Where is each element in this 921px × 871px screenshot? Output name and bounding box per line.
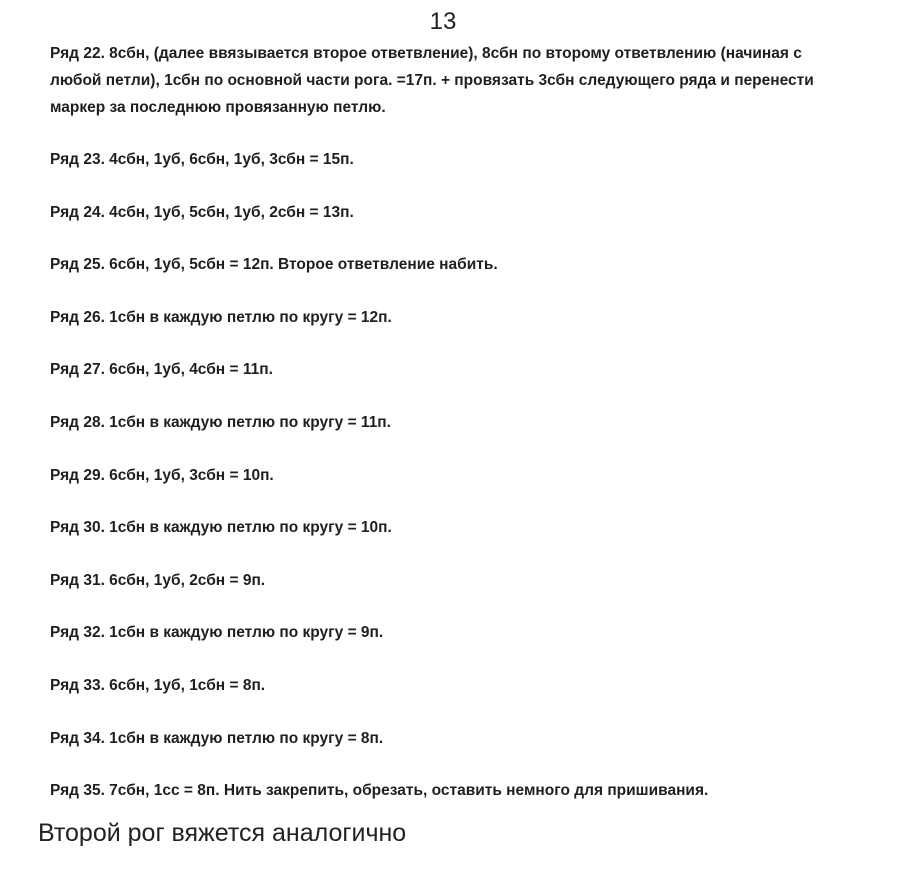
page-number: 13	[429, 8, 457, 35]
row-28: Ряд 28. 1сбн в каждую петлю по кругу = 11п.	[50, 413, 391, 431]
row-22-line-3: маркер за последнюю провязанную петлю.	[50, 99, 386, 116]
row-30: Ряд 30. 1сбн в каждую петлю по кругу = 10п.	[50, 519, 392, 537]
row-31: Ряд 31. 6сбн, 1уб, 2сбн = 9п.	[50, 571, 266, 589]
row-22-line-2: любой петли), 1сбн по основной части рога. =17п. + провязать 3сбн следующего ряда и перенести	[50, 72, 814, 89]
row-23: Ряд 23. 4сбн, 1уб, 6сбн, 1уб, 3сбн = 15п.	[50, 151, 354, 168]
row-33: Ряд 33. 6сбн, 1уб, 1сбн = 8п.	[50, 676, 266, 694]
footer-note: Второй рог вяжется аналогично	[38, 819, 407, 847]
row-32: Ряд 32. 1сбн в каждую петлю по кругу = 9п.	[50, 624, 384, 642]
pattern-rows-list	[50, 147, 892, 831]
row-27: Ряд 27. 6сбн, 1уб, 4сбн = 11п.	[50, 361, 273, 379]
row-22-line-1: Ряд 22. 8сбн, (далее ввязывается второе ответвление), 8сбн по второму ответвлению (начиная с	[50, 45, 802, 62]
row-34: Ряд 34. 1сбн в каждую петлю по кругу = 8п.	[50, 729, 384, 747]
row-25: Ряд 25. 6сбн, 1уб, 5сбн = 12п. Второе ответвление набить.	[50, 256, 498, 274]
row-29: Ряд 29. 6сбн, 1уб, 3сбн = 10п.	[50, 466, 274, 484]
row-26: Ряд 26. 1сбн в каждую петлю по кругу = 12п.	[50, 308, 392, 326]
row-35: Ряд 35. 7сбн, 1сс = 8п. Нить закрепить, обрезать, оставить немного для пришивания.	[50, 782, 709, 800]
row-24: Ряд 24. 4сбн, 1уб, 5сбн, 1уб, 2сбн = 13п.	[50, 203, 354, 221]
row-22-paragraph	[50, 40, 892, 121]
